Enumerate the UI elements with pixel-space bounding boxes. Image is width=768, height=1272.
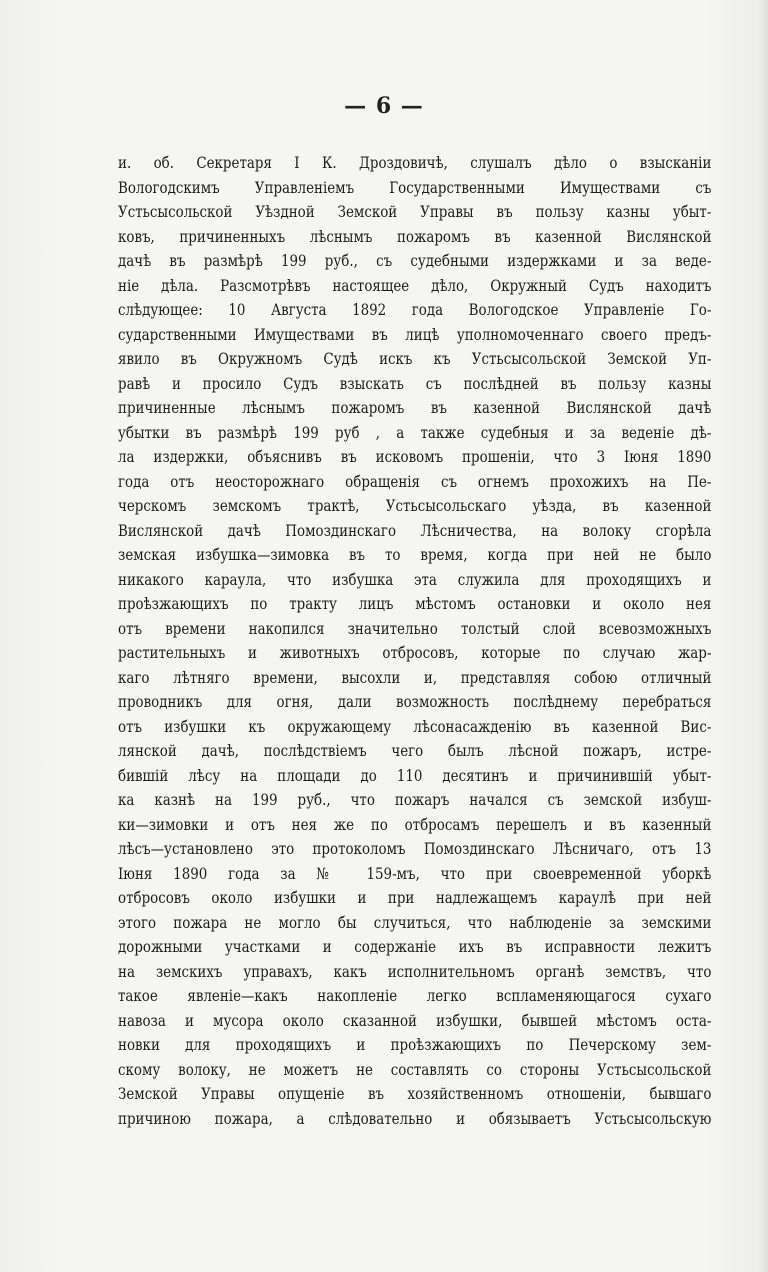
text-line: ніе дѣла. Разсмотрѣвъ настоящее дѣло, Окружный Судъ находитъ [118, 276, 712, 295]
text-line: лянской дачѣ, послѣдствіемъ чего былъ лѣсной пожаръ, истре- [118, 742, 712, 760]
text-line: черскомъ земскомъ трактѣ, Устьсысольскаго уѣзда, въ казенной [118, 497, 712, 515]
text-line: никакого караула, что избушка эта служила для проходящихъ и [118, 570, 712, 589]
text-line: ки—зимовки и отъ нея же по отбросамъ перешелъ и въ казенный [118, 815, 712, 834]
text-line: дачѣ въ размѣрѣ 199 руб., съ судебными издержками и за веде- [118, 252, 712, 270]
page-number: — 6 — [344, 93, 424, 119]
text-line: Устьсысольской Уѣздной Земской Управы въ пользу казны убыт- [118, 203, 712, 221]
text-line: растительныхъ и животныхъ отбросовъ, которые по случаю жар- [118, 644, 712, 662]
text-line: причиною пожара, а слѣдовательно и обязываетъ Устьсысольскую [118, 1109, 712, 1128]
text-line: Вологодскимъ Управленіемъ Государственными Имуществами съ [118, 178, 712, 197]
text-line: причиненные лѣснымъ пожаромъ въ казенной Вислянской дачѣ [118, 399, 712, 417]
text-line: года отъ неосторожнаго обращенія съ огнемъ прохожихъ на Пе- [118, 472, 712, 491]
text-line: бившій лѣсу на площади до 110 десятинъ и причинившій убыт- [118, 766, 712, 785]
text-line: и. об. Секретаря I К. Дроздовичѣ, слушалъ дѣло о взысканіи [118, 154, 712, 172]
text-line: такое явленіе—какъ накопленіе легко вспламеняющагося сухаго [118, 987, 712, 1005]
text-line: дорожными участками и содержаніе ихъ въ исправности лежитъ [118, 938, 712, 956]
text-line: земская избушка—зимовка въ то время, когда при ней не было [118, 546, 712, 564]
text-line: на земскихъ управахъ, какъ исполнительномъ органѣ земствъ, что [118, 962, 712, 981]
text-line: ка казнѣ на 199 руб., что пожаръ начался съ земской избуш- [118, 791, 712, 809]
text-line: новки для проходящихъ и проѣзжающихъ по Печерскому зем- [118, 1036, 712, 1054]
text-line: слѣдующее: 10 Августа 1892 года Вологодское Управленіе Го- [118, 301, 712, 319]
text-line: убытки въ размѣрѣ 199 руб , а также судебныя и за веденіе дѣ- [118, 423, 712, 442]
text-line: Іюня 1890 года за № 159-мъ, что при своевременной уборкѣ [118, 864, 712, 883]
text-line: скому волоку, не можетъ не составлять со стороны Устьсысольской [118, 1060, 712, 1079]
text-line: проводникъ для огня, дали возможность послѣднему перебраться [118, 693, 712, 711]
text-line: каго лѣтняго времени, высохли и, представляя собою отличный [118, 668, 712, 687]
text-line: навоза и мусора около сказанной избушки, бывшей мѣстомъ оста- [118, 1011, 712, 1030]
body-text [118, 151, 712, 1131]
text-line: ла издержки, объяснивъ въ исковомъ прошеніи, что 3 Іюня 1890 [118, 448, 712, 466]
text-line: лѣсъ—установлено это протоколомъ Помоздинскаго Лѣсничаго, отъ 13 [118, 840, 712, 858]
text-line: сударственными Имуществами въ лицѣ уполномоченнаго своего предъ- [118, 325, 712, 344]
text-line: Вислянской дачѣ Помоздинскаго Лѣсничества, на волоку сгорѣла [118, 521, 712, 540]
text-line: проѣзжающихъ по тракту лицъ мѣстомъ остановки и около нея [118, 595, 712, 613]
text-line: равѣ и просило Судъ взыскать съ послѣдней въ пользу казны [118, 374, 712, 393]
text-line: отъ времени накопился значительно толстый слой всевозможныхъ [118, 619, 712, 638]
page-edge-shadow [758, 0, 768, 1272]
text-line: этого пожара не могло бы случиться, что наблюденіе за земскими [118, 913, 712, 932]
text-line: явило въ Окружномъ Судѣ искъ къ Устьсысольской Земской Уп- [118, 350, 712, 368]
text-line: Земской Управы опущеніе въ хозяйственномъ отношеніи, бывшаго [118, 1085, 712, 1103]
text-line: отбросовъ около избушки и при надлежащемъ караулѣ при ней [118, 889, 712, 907]
text-line: ковъ, причиненныхъ лѣснымъ пожаромъ въ казенной Вислянской [118, 227, 712, 246]
text-line: отъ избушки къ окружающему лѣсонасажденію въ казенной Вис- [118, 717, 712, 736]
